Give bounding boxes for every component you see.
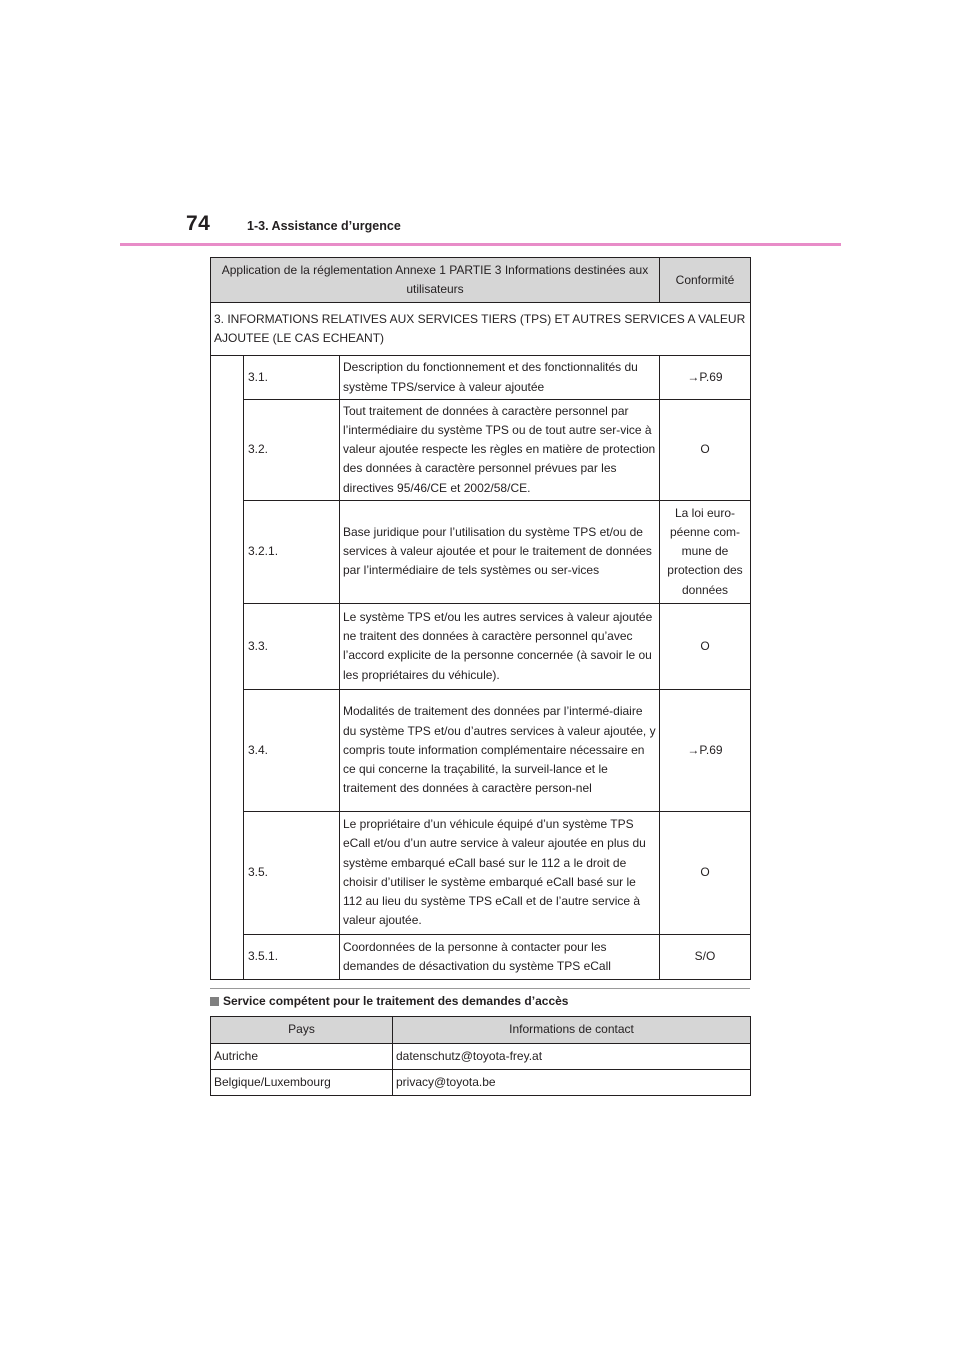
row-conformity: O	[660, 603, 751, 689]
table-row	[211, 1070, 751, 1096]
table-row	[211, 934, 751, 979]
regulation-table-header-row	[211, 258, 751, 303]
contact-column-header: Informations de contact	[393, 1017, 751, 1044]
group-title: 3. INFORMATIONS RELATIVES AUX SERVICES TIERS (TPS) ET AUTRES SERVICES A VALEUR AJOUTEE (LE CAS ECHEANT)	[211, 303, 751, 356]
row-conformity: →P.69	[660, 689, 751, 811]
contact-section-heading-text: Service compétent pour le traitement des demandes d’accès	[223, 994, 569, 1008]
row-description: Coordonnées de la personne à contacter pour les demandes de désactivation du système TPS eCall	[340, 934, 660, 979]
row-number: 3.1.	[244, 356, 340, 399]
table-row	[211, 603, 751, 689]
row-description: Modalités de traitement des données par l’intermé-diaire du système TPS et/ou d’autres services à valeur ajoutée, y compris toute information complémentaire nécessaire en ce qui concerne la traçabilité, la surveil-lance et le traitement des données à caractère person-nel	[340, 689, 660, 811]
table-row	[211, 399, 751, 500]
row-conformity: →P.69	[660, 356, 751, 399]
contact-section-heading	[210, 994, 568, 1008]
country-column-header: Pays	[211, 1017, 393, 1044]
row-description: Base juridique pour l’utilisation du système TPS et/ou de services à valeur ajoutée et pour le traitement de données par l’intermédiaire de tels systèmes ou ser-vices	[340, 500, 660, 603]
square-bullet-icon	[210, 997, 219, 1006]
table-row	[211, 500, 751, 603]
regulation-table	[210, 257, 751, 980]
table-row	[211, 1044, 751, 1070]
country-cell: Belgique/Luxembourg	[211, 1070, 393, 1096]
row-conformity: O	[660, 811, 751, 934]
contact-cell: datenschutz@toyota-frey.at	[393, 1044, 751, 1070]
group-title-row	[211, 303, 751, 356]
row-description: Tout traitement de données à caractère personnel par l’intermédiaire du système TPS ou de tout autre ser-vice à valeur ajoutée respecte les règles en matière de protection des données à caractère personnel prévues par les directives 95/46/CE et 2002/58/CE.	[340, 399, 660, 500]
contact-table	[210, 1016, 751, 1096]
row-number: 3.5.1.	[244, 934, 340, 979]
section-title: 1-3. Assistance d’urgence	[247, 219, 401, 233]
row-number: 3.2.	[244, 399, 340, 500]
country-cell: Autriche	[211, 1044, 393, 1070]
row-description: Description du fonctionnement et des fonctionnalités du système TPS/service à valeur ajoutée	[340, 356, 660, 399]
row-number: 3.5.	[244, 811, 340, 934]
page-number: 74	[186, 212, 211, 235]
section-divider	[210, 988, 750, 989]
row-description: Le propriétaire d’un véhicule équipé d’un système TPS eCall et/ou d’un autre service à valeur ajoutée en plus du système embarqué eCall basé sur le 112 a le droit de choisir d’utiliser le système embarqué eCall basé sur le 112 au lieu du système TPS eCall et de l’autre service à valeur ajoutée.	[340, 811, 660, 934]
contact-table-header-row	[211, 1017, 751, 1044]
table-row	[211, 356, 751, 399]
header-rule	[120, 243, 841, 246]
row-number: 3.3.	[244, 603, 340, 689]
row-conformity: S/O	[660, 934, 751, 979]
application-column-header: Application de la réglementation Annexe 1 PARTIE 3 Informations destinées aux utilisateurs	[211, 258, 660, 303]
row-conformity: La loi euro-péenne com-mune de protection des données	[660, 500, 751, 603]
contact-cell: privacy@toyota.be	[393, 1070, 751, 1096]
table-row	[211, 689, 751, 811]
row-conformity: O	[660, 399, 751, 500]
row-number: 3.2.1.	[244, 500, 340, 603]
row-number: 3.4.	[244, 689, 340, 811]
indent-cell	[211, 356, 244, 979]
row-description: Le système TPS et/ou les autres services à valeur ajoutée ne traitent des données à caractère personnel qu’avec l’accord explicite de la personne concernée (à savoir le ou les propriétaires du véhicule).	[340, 603, 660, 689]
table-row	[211, 811, 751, 934]
conformity-column-header: Conformité	[660, 258, 751, 303]
